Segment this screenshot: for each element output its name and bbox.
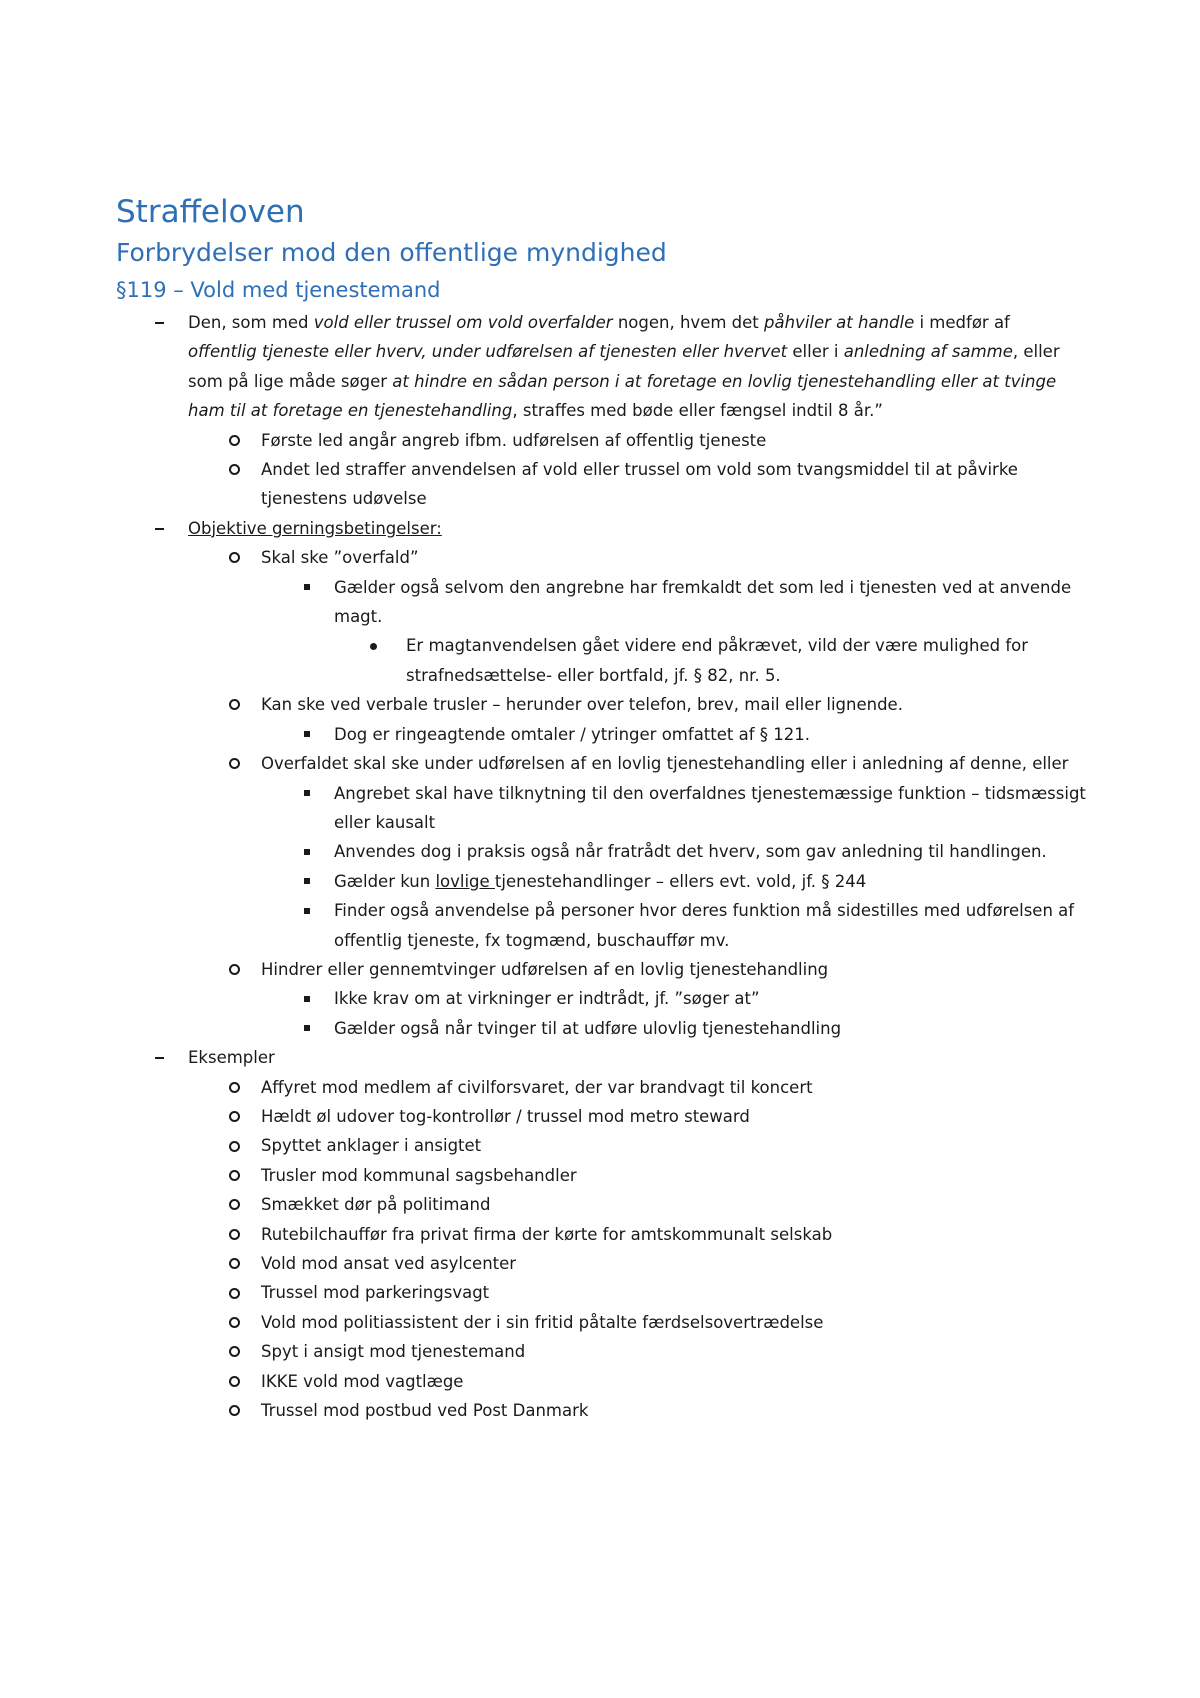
list-item: Gælder også selvom den angrebne har fremkaldt det som led i tjenesten ved at anvende magt. xyxy=(0,573,1200,632)
objective-label: Objektive gerningsbetingelser: xyxy=(188,518,442,538)
circle-bullet-icon xyxy=(229,1073,245,1102)
document-title: Straffeloven xyxy=(116,194,305,230)
example-item: Spyttet anklager i ansigtet xyxy=(0,1131,1200,1160)
list-item: Anvendes dog i praksis også når fratrådt det hverv, som gav anledning til handlingen. xyxy=(0,837,1200,866)
example-item: Vold mod politiassistent der i sin fritid påtalte færdselsovertrædelse xyxy=(0,1308,1200,1337)
circle-bullet-icon xyxy=(229,1367,245,1396)
circle-bullet-icon xyxy=(229,749,245,778)
list-item: Gælder kun lovlige tjenestehandlinger – ellers evt. vold, jf. § 244 xyxy=(0,867,1200,896)
circle-bullet-icon xyxy=(229,1161,245,1190)
example-item: Trussel mod postbud ved Post Danmark xyxy=(0,1396,1200,1425)
square-bullet-icon xyxy=(304,1014,320,1043)
circle-bullet-icon xyxy=(229,1190,245,1219)
circle-bullet-icon xyxy=(229,1308,245,1337)
square-bullet-icon xyxy=(304,867,320,896)
dot-bullet-icon xyxy=(370,631,386,660)
examples-label: Eksempler xyxy=(188,1048,275,1068)
list-item xyxy=(0,1043,1200,1072)
list-item: Finder også anvendelse på personer hvor deres funktion må sidestilles med udførelsen af offentlig tjeneste, fx togmænd, buschauffør mv. xyxy=(0,896,1200,955)
list-item xyxy=(0,514,1200,543)
list-item: Første led angår angreb ifbm. udførelsen af offentlig tjeneste xyxy=(0,426,1200,455)
example-item: Trussel mod parkeringsvagt xyxy=(0,1278,1200,1307)
list-item xyxy=(0,308,1200,426)
square-bullet-icon xyxy=(304,837,320,866)
example-item: IKKE vold mod vagtlæge xyxy=(0,1367,1200,1396)
dash-bullet-icon xyxy=(155,514,171,543)
list-item: Andet led straffer anvendelsen af vold eller trussel om vold som tvangsmiddel til at påvirke tjenestens udøvelse xyxy=(0,455,1200,514)
list-item: Hindrer eller gennemtvinger udførelsen af en lovlig tjenestehandling xyxy=(0,955,1200,984)
square-bullet-icon xyxy=(304,779,320,808)
subsection-heading: §119 – Vold med tjenestemand xyxy=(116,278,441,302)
example-item: Vold mod ansat ved asylcenter xyxy=(0,1249,1200,1278)
dash-bullet-icon xyxy=(155,1043,171,1072)
circle-bullet-icon xyxy=(229,955,245,984)
circle-bullet-icon xyxy=(229,455,245,484)
list-item: Angrebet skal have tilknytning til den overfaldnes tjenestemæssige funktion – tidsmæssigt eller kausalt xyxy=(0,779,1200,838)
square-bullet-icon xyxy=(304,896,320,925)
list-item: Kan ske ved verbale trusler – herunder over telefon, brev, mail eller lignende. xyxy=(0,690,1200,719)
example-item: Spyt i ansigt mod tjenestemand xyxy=(0,1337,1200,1366)
circle-bullet-icon xyxy=(229,426,245,455)
circle-bullet-icon xyxy=(229,1131,245,1160)
example-item: Smækket dør på politimand xyxy=(0,1190,1200,1219)
dash-bullet-icon xyxy=(155,308,171,337)
circle-bullet-icon xyxy=(229,1102,245,1131)
list-item: Ikke krav om at virkninger er indtrådt, jf. ”søger at” xyxy=(0,984,1200,1013)
list-item: Overfaldet skal ske under udførelsen af en lovlig tjenestehandling eller i anledning af denne, eller xyxy=(0,749,1200,778)
square-bullet-icon xyxy=(304,720,320,749)
list-item: Gælder også når tvinger til at udføre ulovlig tjenestehandling xyxy=(0,1014,1200,1043)
list-item: Er magtanvendelsen gået videre end påkrævet, vild der være mulighed for strafnedsættelse- eller bortfald, jf. § 82, nr. 5. xyxy=(0,631,1200,690)
circle-bullet-icon xyxy=(229,1337,245,1366)
example-item: Affyret mod medlem af civilforsvaret, der var brandvagt til koncert xyxy=(0,1073,1200,1102)
law-quote: Den, som med vold eller trussel om vold overfalder nogen, hvem det påhviler at handle i medfør af offentlig tjeneste eller hverv, under udførelsen af tjenesten eller hvervet eller i anledning af samme, eller som på lige måde søger at hindre en sådan person i at foretage en lovlig tjenestehandling eller at tvinge ham til at foretage en tjenestehandling, straffes med bøde eller fængsel indtil 8 år.” xyxy=(188,313,1060,421)
square-bullet-icon xyxy=(304,984,320,1013)
document-body xyxy=(0,308,1200,1425)
square-bullet-icon xyxy=(304,573,320,602)
example-item: Hældt øl udover tog-kontrollør / trussel mod metro steward xyxy=(0,1102,1200,1131)
list-item: Dog er ringeagtende omtaler / ytringer omfattet af § 121. xyxy=(0,720,1200,749)
list-item: Skal ske ”overfald” xyxy=(0,543,1200,572)
section-heading: Forbrydelser mod den offentlige myndighed xyxy=(116,238,667,267)
example-item: Trusler mod kommunal sagsbehandler xyxy=(0,1161,1200,1190)
circle-bullet-icon xyxy=(229,690,245,719)
circle-bullet-icon xyxy=(229,543,245,572)
example-item: Rutebilchauffør fra privat firma der kørte for amtskommunalt selskab xyxy=(0,1220,1200,1249)
circle-bullet-icon xyxy=(229,1220,245,1249)
circle-bullet-icon xyxy=(229,1396,245,1425)
circle-bullet-icon xyxy=(229,1278,245,1307)
circle-bullet-icon xyxy=(229,1249,245,1278)
